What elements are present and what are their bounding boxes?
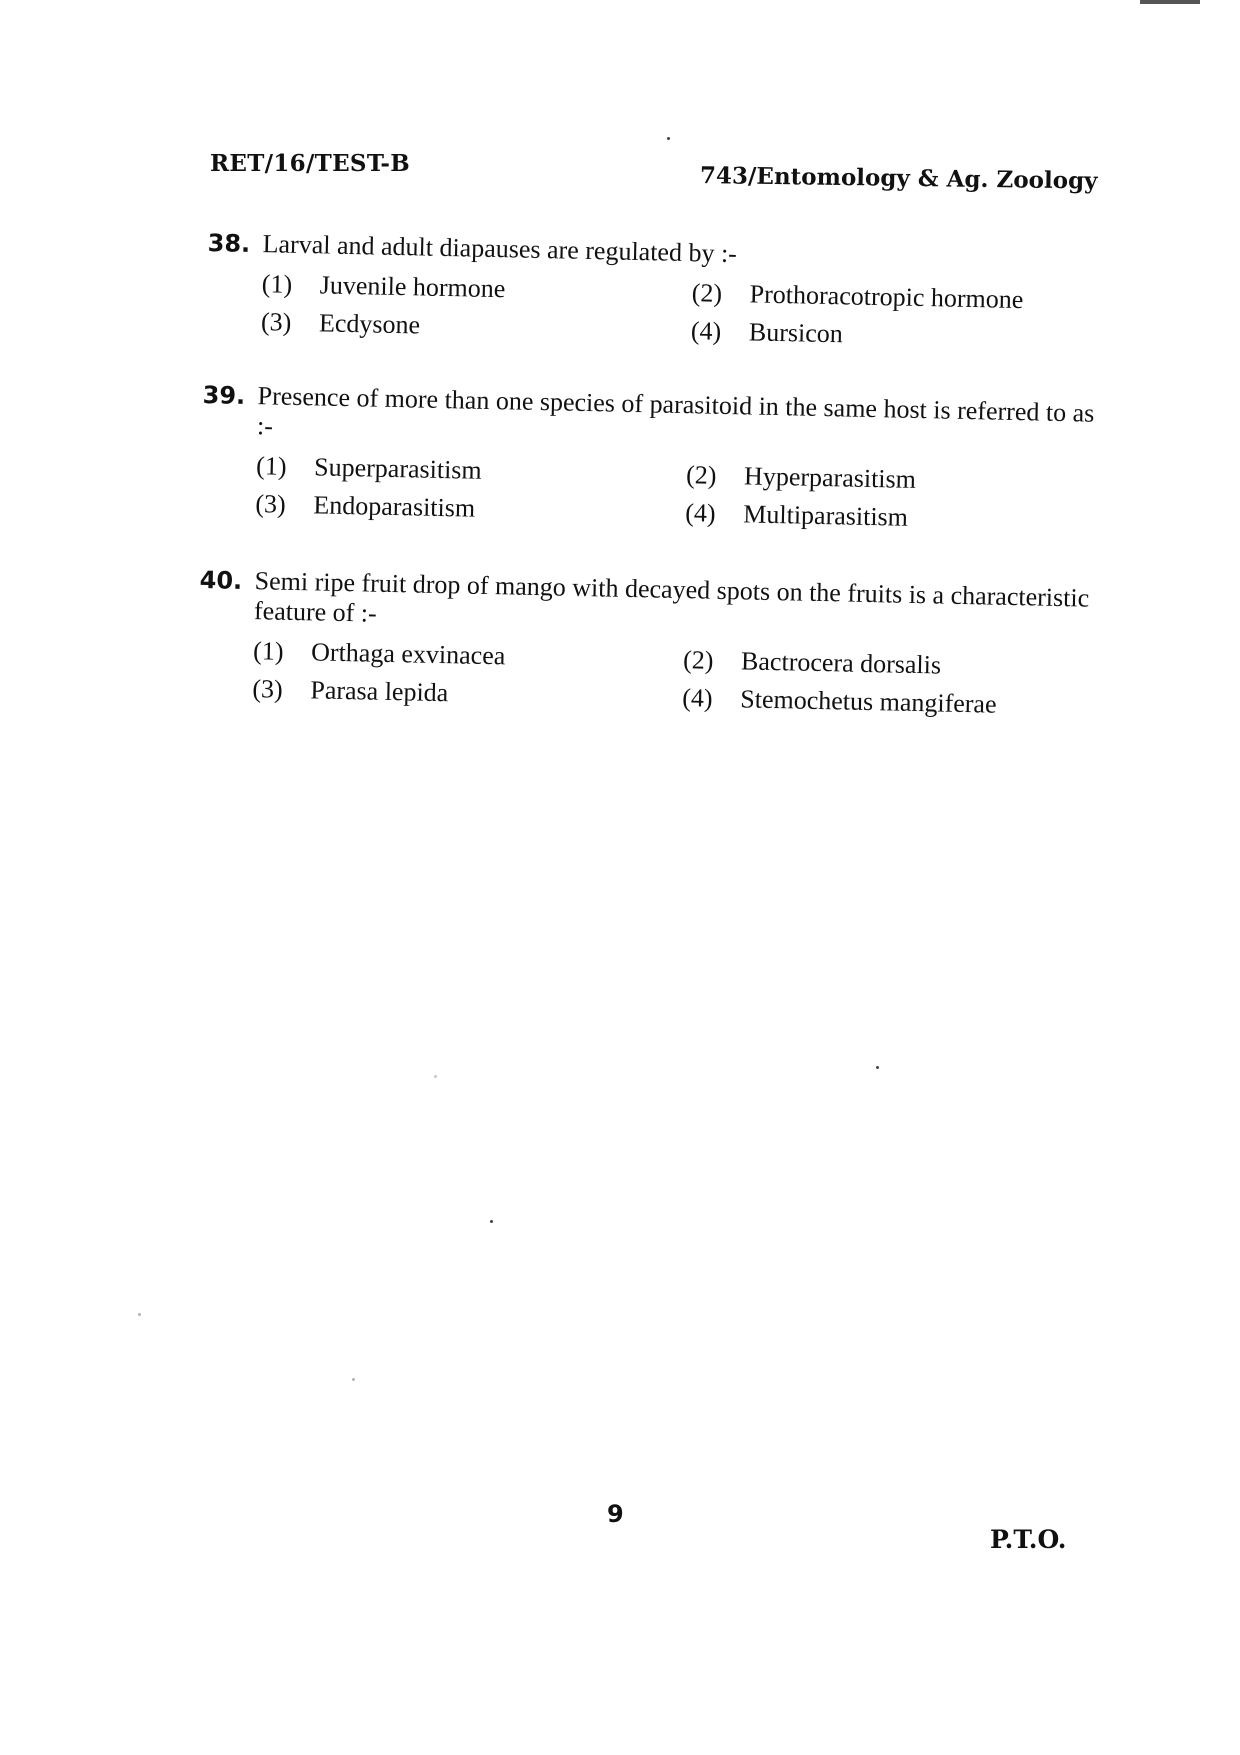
- question-number: 40.: [199, 565, 243, 595]
- option-number: (3): [255, 489, 287, 519]
- question-number: 39.: [202, 380, 246, 410]
- option-number: (2): [682, 645, 714, 675]
- question-number: 38.: [207, 228, 251, 258]
- option-2: [691, 278, 1023, 315]
- option-number: (1): [261, 269, 293, 299]
- scan-speck: [434, 1075, 437, 1078]
- scan-speck: [138, 1313, 141, 1316]
- paper-code: RET/16/TEST-B: [210, 150, 411, 177]
- option-text: Bursicon: [748, 317, 844, 349]
- option-number: (1): [252, 636, 284, 666]
- scan-speck: [667, 137, 670, 140]
- option-text: Prothoracotropic hormone: [749, 279, 1024, 315]
- option-text: Orthaga exvinacea: [310, 637, 506, 671]
- option-3: [252, 674, 448, 708]
- option-1: [253, 636, 506, 671]
- option-text: Multiparasitism: [743, 499, 909, 532]
- question-text: Semi ripe fruit drop of mango with decayed spots on the fruits is a characteristic feature of :-: [253, 566, 1090, 628]
- option-text: Stemochetus mangiferae: [740, 684, 997, 719]
- scan-speck: [352, 1378, 355, 1381]
- option-3: [261, 307, 421, 340]
- option-1: [256, 451, 482, 486]
- option-2: [683, 645, 942, 680]
- page-number: 9: [607, 1500, 624, 1528]
- subject-title: 743/Entomology & Ag. Zoology: [699, 162, 1098, 195]
- option-number: (4): [685, 498, 716, 528]
- option-4: [682, 683, 997, 720]
- option-number: (3): [252, 674, 284, 704]
- top-edge-mark: [1140, 0, 1200, 4]
- option-3: [255, 489, 475, 524]
- option-text: Ecdysone: [318, 308, 421, 340]
- option-text: Endoparasitism: [313, 490, 476, 523]
- option-text: Hyperparasitism: [743, 461, 917, 494]
- option-2: [686, 460, 916, 495]
- option-number: (4): [690, 316, 722, 346]
- option-number: (2): [685, 460, 717, 490]
- scan-speck: [490, 1220, 493, 1223]
- please-turn-over: P.T.O.: [990, 1525, 1067, 1554]
- scan-speck: [876, 1066, 879, 1069]
- option-4: [685, 498, 908, 533]
- option-1: [262, 269, 506, 304]
- option-number: (2): [691, 278, 723, 308]
- option-text: Juvenile hormone: [319, 270, 506, 304]
- option-number: (4): [682, 683, 713, 713]
- option-number: (1): [255, 451, 287, 481]
- option-4: [691, 316, 843, 349]
- question-text: Presence of more than one species of parasitoid in the same host is referred to as :-: [256, 381, 1095, 441]
- option-text: Superparasitism: [313, 452, 483, 485]
- option-number: (3): [260, 307, 292, 337]
- option-text: Parasa lepida: [310, 675, 449, 708]
- question-text: Larval and adult diapauses are regulated by :-: [262, 229, 738, 269]
- option-text: Bactrocera dorsalis: [740, 646, 942, 680]
